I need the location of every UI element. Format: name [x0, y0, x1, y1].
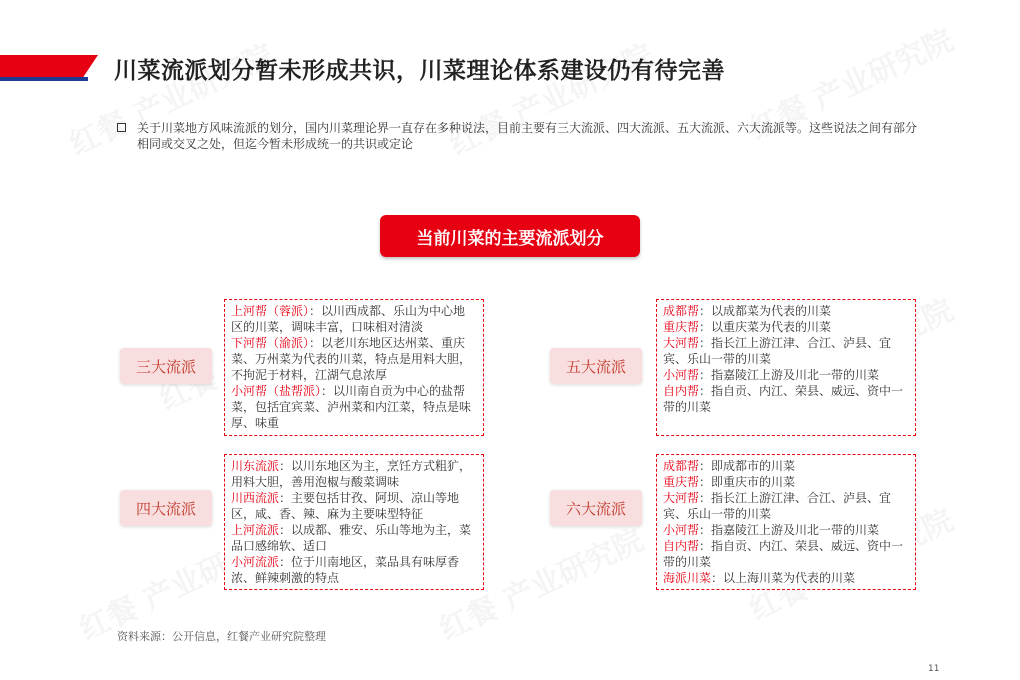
main-heading-banner: 当前川菜的主要流派划分: [380, 215, 640, 257]
four-schools-box: [224, 454, 484, 590]
six-schools-box: [656, 454, 916, 590]
group-label-four-schools: 四大流派: [120, 490, 212, 526]
list-item: [663, 303, 909, 319]
intro-text: 关于川菜地方风味流派的划分，国内川菜理论界一直存在多种说法，目前主要有三大流派、四大流派、五大流派、六大流派等。这些说法之间有部分相同或交叉之处，但迄今暂未形成统一的共识或定论: [137, 121, 918, 151]
school-name: 川西流派: [231, 491, 280, 505]
school-name: 自内帮: [663, 384, 700, 398]
school-name: 上河流派: [231, 523, 280, 537]
five-schools-box: [656, 299, 916, 436]
school-name: 上河帮（蓉派）: [231, 304, 310, 318]
list-item: [663, 474, 909, 490]
list-item: [231, 490, 477, 522]
school-description: ：位于川南地区，菜品具有味厚香浓、鲜辣刺激的特点: [231, 555, 460, 585]
school-description: ：指自贡、内江、荣县、威远、资中一带的川菜: [663, 384, 904, 414]
school-name: 小河帮（盐帮派）: [231, 384, 322, 398]
list-item: [231, 458, 477, 490]
school-description: ：指嘉陵江上游及川北一带的川菜: [699, 523, 880, 537]
school-name: 大河帮: [663, 491, 700, 505]
school-name: 重庆帮: [663, 320, 700, 334]
school-description: ：指长江上游江津、合江、泸县、宜宾、乐山一带的川菜: [663, 336, 892, 366]
list-item: [663, 458, 909, 474]
school-name: 小河帮: [663, 523, 700, 537]
school-description: ：指自贡、内江、荣县、威远、资中一带的川菜: [663, 539, 904, 569]
school-name: 成都帮: [663, 304, 700, 318]
intro-paragraph: [117, 120, 917, 152]
group-label-five-schools: 五大流派: [550, 348, 642, 384]
header-accent-blue: [0, 77, 88, 81]
group-label-six-schools: 六大流派: [550, 490, 642, 526]
school-description: ：以成都菜为代表的川菜: [699, 304, 832, 318]
source-note: 资料来源：公开信息，红餐产业研究院整理: [117, 630, 326, 643]
square-bullet-icon: [117, 123, 126, 132]
school-description: ：主要包括甘孜、阿坝、凉山等地区，咸、香、辣、麻为主要味型特征: [231, 491, 460, 521]
list-item: [663, 490, 909, 522]
school-description: ：以成都、雅安、乐山等地为主，菜品口感绵软、适口: [231, 523, 472, 553]
school-name: 自内帮: [663, 539, 700, 553]
page-number: 11: [928, 664, 940, 674]
list-item: [231, 522, 477, 554]
school-description: ：以川东地区为主，烹饪方式粗犷，用料大胆，善用泡椒与酸菜调味: [231, 459, 472, 489]
school-description: ：指长江上游江津、合江、泸县、宜宾、乐山一带的川菜: [663, 491, 892, 521]
school-description: ：以老川东地区达州菜、重庆菜、万州菜为代表的川菜，特点是用料大胆，不拘泥于材料，江湖气息浓厚: [231, 336, 472, 382]
list-item: [663, 522, 909, 538]
three-schools-box: [224, 299, 484, 436]
school-description: ：即重庆市的川菜: [699, 475, 796, 489]
list-item: [663, 319, 909, 335]
list-item: [663, 538, 909, 570]
list-item: [231, 303, 477, 335]
school-name: 小河流派: [231, 555, 280, 569]
school-description: ：以川南自贡为中心的盐帮菜，包括宜宾菜、泸州菜和内江菜，特点是味厚、味重: [231, 384, 472, 430]
header-accent-red: [0, 55, 98, 77]
group-label-three-schools: 三大流派: [120, 348, 212, 384]
school-description: ：指嘉陵江上游及川北一带的川菜: [699, 368, 880, 382]
list-item: [663, 335, 909, 367]
school-name: 成都帮: [663, 459, 700, 473]
school-name: 川东流派: [231, 459, 280, 473]
school-name: 海派川菜: [663, 571, 712, 585]
school-name: 小河帮: [663, 368, 700, 382]
school-name: 重庆帮: [663, 475, 700, 489]
list-item: [231, 554, 477, 586]
list-item: [663, 367, 909, 383]
school-description: ：以川西成都、乐山为中心地区的川菜，调味丰富，口味相对清淡: [231, 304, 466, 334]
list-item: [663, 570, 909, 586]
school-description: ：以上海川菜为代表的川菜: [711, 571, 856, 585]
school-name: 下河帮（渝派）: [231, 336, 310, 350]
school-name: 大河帮: [663, 336, 700, 350]
school-description: ：以重庆菜为代表的川菜: [699, 320, 832, 334]
page-title: 川菜流派划分暂未形成共识，川菜理论体系建设仍有待完善: [114, 58, 725, 84]
school-description: ：即成都市的川菜: [699, 459, 796, 473]
header-accent-bar: [0, 55, 98, 81]
list-item: [231, 335, 477, 383]
list-item: [663, 383, 909, 415]
list-item: [231, 383, 477, 431]
